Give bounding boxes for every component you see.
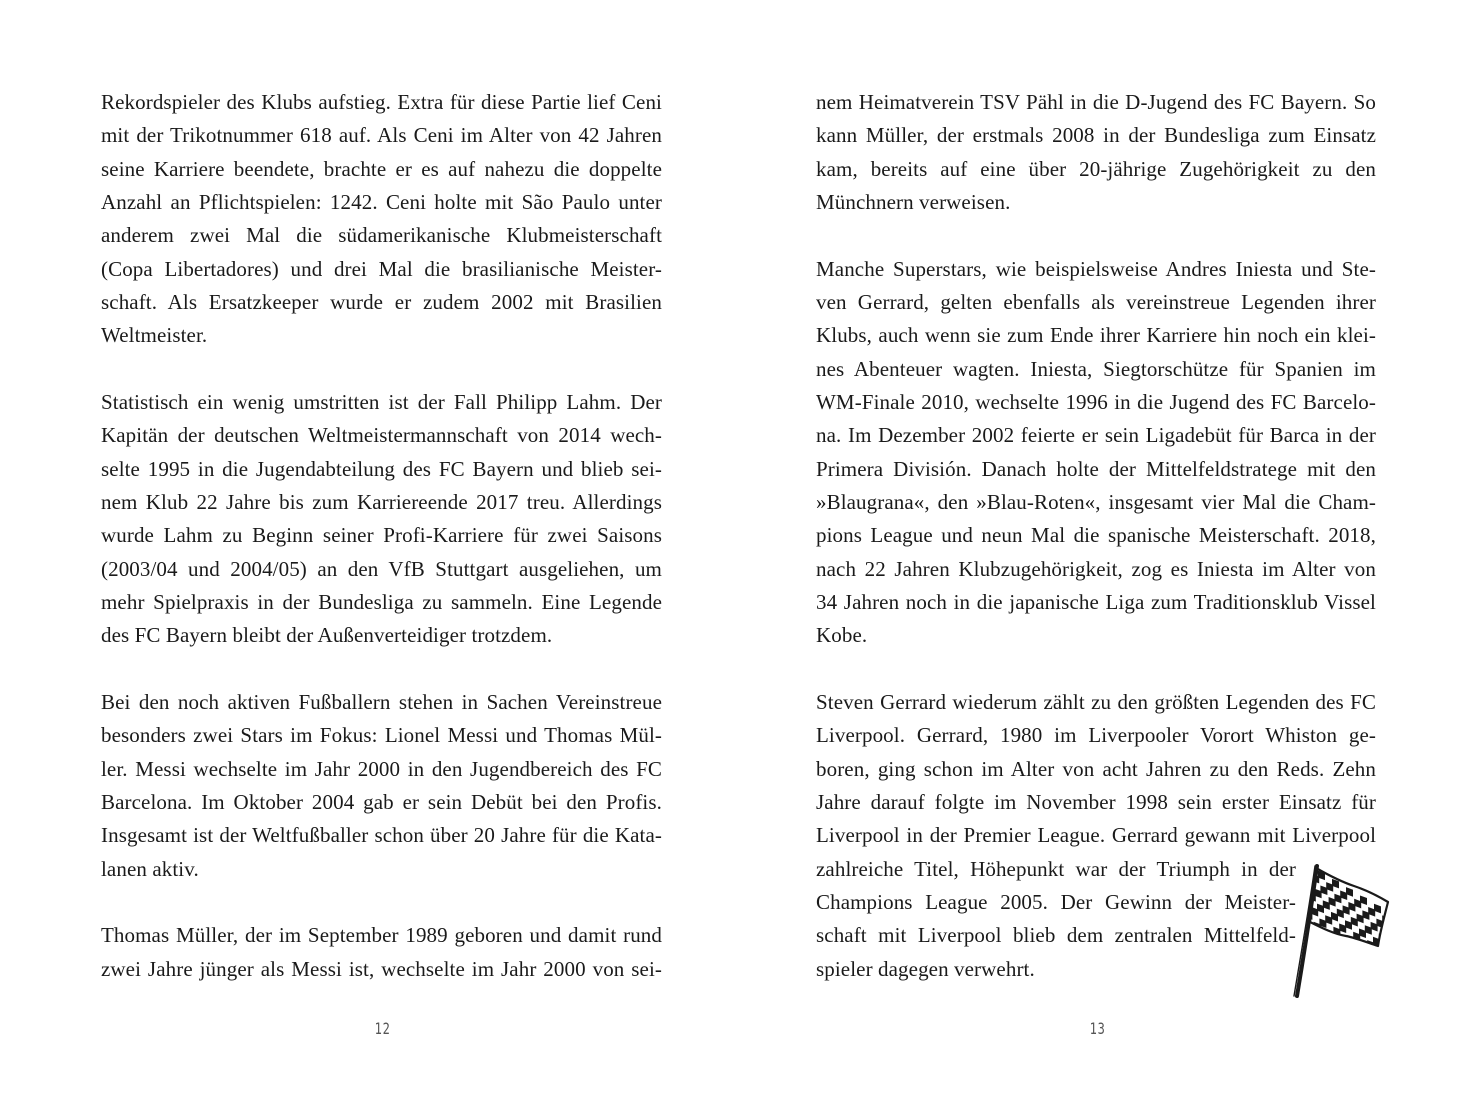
text-line: Klubs, auch wenn sie zum Ende ihrer Karriere hin noch ein klei- <box>816 323 1376 347</box>
flag-check-square <box>1321 966 1328 976</box>
flag-check-square <box>1300 913 1307 923</box>
flag-check-square <box>1290 862 1297 864</box>
flag-check-square <box>1304 862 1311 872</box>
text-line: Champions League 2005. Der Gewinn der Meister- <box>816 890 1296 914</box>
flag-check-square <box>1377 1000 1384 1002</box>
text-line: kann Müller, der erstmals 2008 in der Bundesliga zum Einsatz <box>816 123 1376 147</box>
text-line: Primera División. Danach holte der Mittelfeldstratege mit den <box>816 457 1376 481</box>
flag-check-square <box>1349 983 1356 993</box>
flag-check-square <box>1374 985 1381 995</box>
flag-check-square <box>1315 970 1322 980</box>
text-line: nach 22 Jahren Klubzugehörigkeit, zog es Iniesta im Alter von <box>816 557 1376 581</box>
flag-check-square <box>1387 945 1394 955</box>
text-line: besonders zwei Stars im Fokus: Lionel Messi und Thomas Mül- <box>101 723 662 747</box>
flag-check-square <box>1316 937 1323 947</box>
flag-check-square <box>1295 884 1302 894</box>
flag-check-square <box>1301 880 1308 890</box>
text-line: wurde Lahm zu Beginn seiner Profi-Karriere für zwei Saisons <box>101 523 662 547</box>
flag-check-square <box>1346 968 1353 978</box>
flag-check-square <box>1375 952 1382 962</box>
flag-check-square <box>1338 957 1345 967</box>
flag-check-square <box>1385 930 1392 940</box>
text-line: (2003/04 und 2004/05) an den VfB Stuttgart ausgeliehen, um <box>101 557 662 581</box>
text-line: seine Karriere beendete, brachte er es auf nahezu die doppelte <box>101 157 662 181</box>
flag-check-square <box>1352 965 1359 975</box>
text-line: Bei den noch aktiven Fußballern stehen in Sachen Vereinstreue <box>101 690 662 714</box>
text-line: na. Im Dezember 2002 feierte er sein Ligadebüt für Barca in der <box>816 423 1376 447</box>
text-line: »Blaugrana«, den »Blau-Roten«, insgesamt vier Mal die Cham- <box>816 490 1376 514</box>
flag-check-square <box>1336 942 1343 952</box>
flag-check-square <box>1341 971 1348 981</box>
text-line: zahlreiche Titel, Höhepunkt war der Triumph in der <box>816 857 1296 881</box>
flag-check-square <box>1366 973 1373 983</box>
flag-check-square <box>1344 953 1351 963</box>
flag-check-square <box>1313 955 1320 965</box>
text-line: Manche Superstars, wie beispielsweise Andres Iniesta und Ste- <box>816 257 1376 281</box>
flag-check-square <box>1318 952 1325 962</box>
text-line: spieler dagegen verwehrt. <box>816 957 1035 981</box>
text-line: Rekordspieler des Klubs aufstieg. Extra für diese Partie lief Ceni <box>101 90 662 114</box>
flag-check-square <box>1298 866 1305 876</box>
text-line: mit der Trikotnummer 618 auf. Als Ceni im Alter von 42 Jahren <box>101 123 662 147</box>
text-line: Liverpool. Gerrard, 1980 im Liverpooler Vorort Whiston ge- <box>816 723 1376 747</box>
text-line: Insgesamt ist der Weltfußballer schon über 20 Jahre für die Kata- <box>101 823 662 847</box>
flag-check-square <box>1332 960 1339 970</box>
flag-check-square <box>1335 975 1342 985</box>
flag-check-square <box>1370 955 1377 965</box>
text-line: WM-Finale 2010, wechselte 1996 in die Jugend des FC Barcelo- <box>816 390 1376 414</box>
flag-check-square <box>1388 912 1394 922</box>
flag-check-square <box>1369 988 1376 998</box>
text-line: pions League und neun Mal die spanische Meisterschaft. 2018, <box>816 523 1376 547</box>
flag-check-square <box>1322 933 1329 943</box>
text-line: ven Gerrard, gelten ebenfalls als vereinstreue Legenden ihrer <box>816 290 1376 314</box>
checkered-flag-icon <box>1290 862 1394 1002</box>
text-line: Weltmeister. <box>101 323 208 347</box>
text-line: Kapitän der deutschen Weltmeistermannschaft von 2014 wech- <box>101 423 662 447</box>
text-line: lanen aktiv. <box>101 857 199 881</box>
text-line: (Copa Libertadores) und drei Mal die brasilianische Meister- <box>101 257 662 281</box>
flag-check-square <box>1307 958 1314 968</box>
text-line: nes Abenteuer wagten. Iniesta, Siegtorschütze für Spanien im <box>816 357 1376 381</box>
text-line: selte 1995 in die Jugendabteilung des FC Bayern und blieb sei- <box>101 457 662 481</box>
flag-check-square <box>1358 962 1365 972</box>
text-line: ler. Messi wechselte im Jahr 2000 in den Jugendbereich des FC <box>101 757 662 781</box>
text-line: Jahre darauf folgte im November 1998 sein erster Einsatz für <box>816 790 1376 814</box>
text-line: Liverpool in der Premier League. Gerrard gewann mit Liverpool <box>816 823 1376 847</box>
flag-check-square <box>1392 975 1394 985</box>
flag-check-square <box>1342 938 1349 948</box>
flag-check-square <box>1383 996 1390 1002</box>
flag-check-square <box>1330 945 1337 955</box>
text-line: Anzahl an Pflichtspielen: 1242. Ceni holte mit São Paulo unter <box>101 190 662 214</box>
text-line: mehr Spielpraxis in der Bundesliga zu sammeln. Eine Legende <box>101 590 662 614</box>
text-line: nem Klub 22 Jahre bis zum Karriereende 2017 treu. Allerdings <box>101 490 662 514</box>
flag-check-square <box>1360 976 1367 986</box>
flag-check-square <box>1357 995 1364 1002</box>
text-line: des FC Bayern bleibt der Außenverteidiger trotzdem. <box>101 623 553 647</box>
text-line: Steven Gerrard wiederum zählt zu den größten Legenden des FC <box>816 690 1376 714</box>
flag-check-square <box>1380 981 1387 991</box>
flag-check-square <box>1393 942 1394 952</box>
text-line: Münchnern verweisen. <box>816 190 1011 214</box>
flag-check-square <box>1355 980 1362 990</box>
flag-check-square <box>1361 943 1368 953</box>
flag-check-square <box>1343 986 1350 996</box>
text-line: Kobe. <box>816 623 868 647</box>
flag-check-square <box>1364 958 1371 968</box>
flag-check-square <box>1378 967 1385 977</box>
text-line: schaft mit Liverpool blieb dem zentralen Mittelfeld- <box>816 923 1296 947</box>
text-line: 34 Jahren noch in die japanische Liga zum Traditionsklub Vissel <box>816 590 1376 614</box>
flag-check-square <box>1310 940 1317 950</box>
flag-check-square <box>1350 950 1357 960</box>
text-line: boren, ging schon im Alter von acht Jahren zu den Reds. Zehn <box>816 757 1376 781</box>
page-number: 13 <box>1089 1019 1106 1038</box>
flag-check-square <box>1381 948 1388 958</box>
text-line: Thomas Müller, der im September 1989 geboren und damit rund <box>101 923 662 947</box>
page-number: 12 <box>374 1019 391 1038</box>
flag-check-square <box>1292 869 1299 879</box>
flag-check-square <box>1384 963 1391 973</box>
flag-check-square <box>1363 991 1370 1001</box>
flag-check-square <box>1372 970 1379 980</box>
flag-check-square <box>1386 978 1393 988</box>
flag-check-square <box>1389 960 1394 970</box>
text-line: nem Heimatverein TSV Pähl in die D-Jugend des FC Bayern. So <box>816 90 1376 114</box>
flag-check-square <box>1356 947 1363 957</box>
flag-check-square <box>1388 993 1394 1002</box>
flag-check-square <box>1329 978 1336 988</box>
text-line: schaft. Als Ersatzkeeper wurde er zudem 2002 mit Brasilien <box>101 290 662 314</box>
flag-check-square <box>1324 948 1331 958</box>
text-line: Barcelona. Im Oktober 2004 gab er sein Debüt bei den Profis. <box>101 790 662 814</box>
text-line: anderem zwei Mal die südamerikanische Klubmeisterschaft <box>101 223 662 247</box>
text-line: zwei Jahre jünger als Messi ist, wechselte im Jahr 2000 von sei- <box>101 957 662 981</box>
flag-check-square <box>1390 927 1394 937</box>
flag-check-square <box>1297 899 1304 909</box>
text-line: kam, bereits auf eine über 20-jährige Zugehörigkeit zu den <box>816 157 1376 181</box>
text-line: Statistisch ein wenig umstritten ist der Fall Philipp Lahm. Der <box>101 390 662 414</box>
flag-check-square <box>1327 963 1334 973</box>
